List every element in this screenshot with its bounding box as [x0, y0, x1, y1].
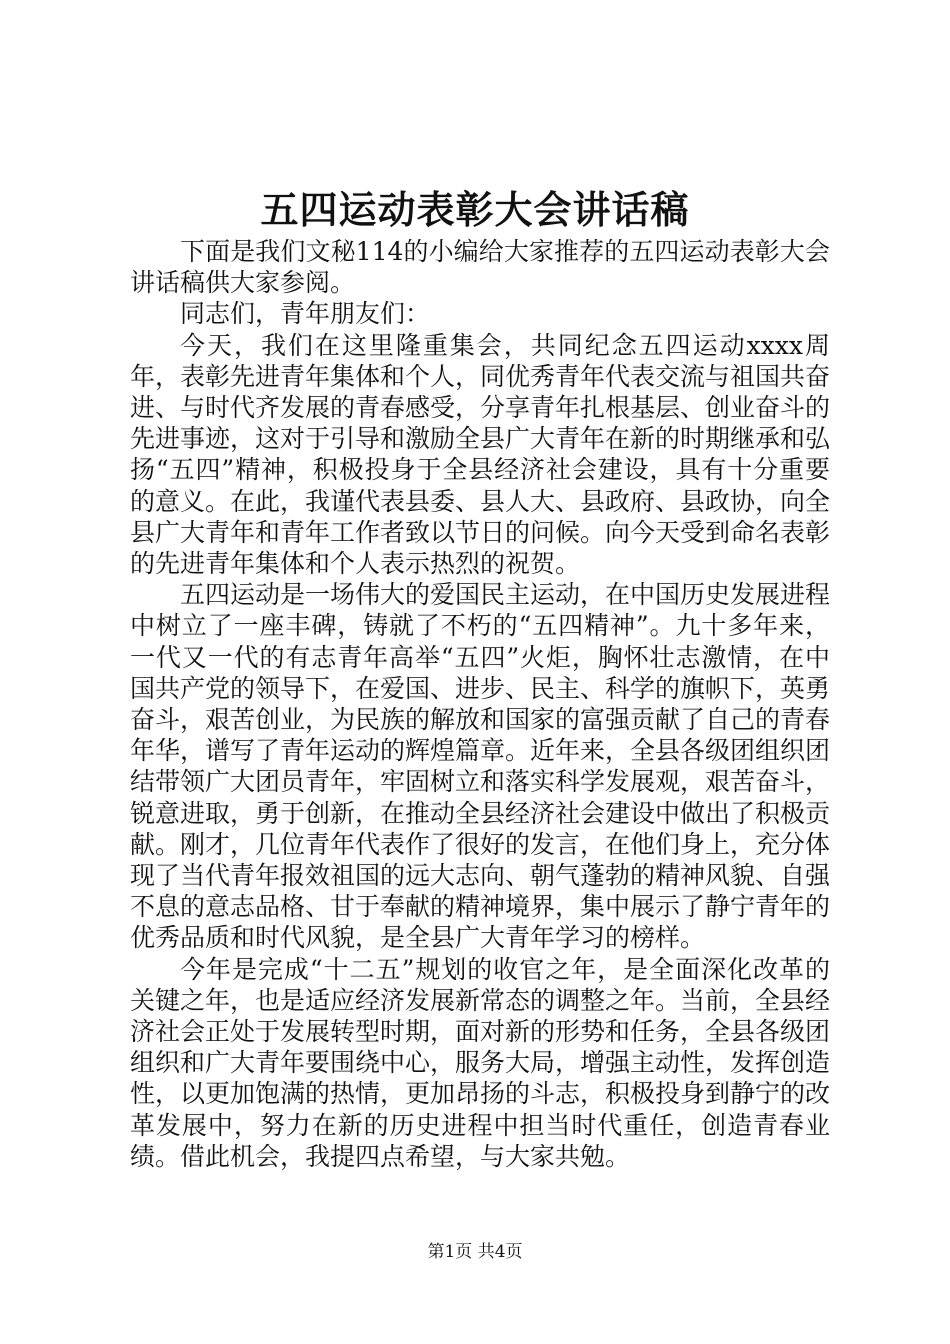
- document-title: 五四运动表彰大会讲话稿: [260, 187, 690, 232]
- document-body: [130, 236, 830, 1172]
- body-paragraph-2: 五四运动是一场伟大的爱国民主运动，在中国历史发展进程中树立了一座丰碑，铸就了不朽的“五四精神”。九十多年来，一代又一代的有志青年高举“五四”火炬，胸怀壮志激情，在中国共产党的领导下，在爱国、进步、民主、科学的旗帜下，英勇奋斗，艰苦创业，为民族的解放和国家的富强贡献了自己的青春年华，谱写了青年运动的辉煌篇章。近年来，全县各级团组织团结带领广大团员青年，牢固树立和落实科学发展观，艰苦奋斗，锐意进取，勇于创新，在推动全县经济社会建设中做出了积极贡献。刚才，几位青年代表作了很好的发言，在他们身上，充分体现了当代青年报效祖国的远大志向、朝气蓬勃的精神风貌、自强不息的意志品格、甘于奉献的精神境界，集中展示了静宁青年的优秀品质和时代风貌，是全县广大青年学习的榜样。: [130, 580, 831, 953]
- page-number-footer: 第1页 共4页: [427, 1242, 523, 1262]
- body-paragraph-1: 今天，我们在这里隆重集会，共同纪念五四运动xxxx周年，表彰先进青年集体和个人，同优秀青年代表交流与祖国共奋进、与时代齐发展的青春感受，分享青年扎根基层、创业奋斗的先进事迹，这对于引导和激励全县广大青年在新的时期继承和弘扬“五四”精神，积极投身于全县经济社会建设，具有十分重要的意义。在此，我谨代表县委、县人大、县政府、县政协，向全县广大青年和青年工作者致以节日的问候。向今天受到命名表彰的先进青年集体和个人表示热烈的祝贺。: [130, 330, 831, 579]
- intro-paragraph: 下面是我们文秘114的小编给大家推荐的五四运动表彰大会讲话稿供大家参阅。: [130, 237, 830, 298]
- body-paragraph-3: 今年是完成“十二五”规划的收官之年，是全面深化改革的关键之年，也是适应经济发展新常态的调整之年。当前，全县经济社会正处于发展转型时期，面对新的形势和任务，全县各级团组织和广大青年要围绕中心，服务大局，增强主动性，发挥创造性，以更加饱满的热情，更加昂扬的斗志，积极投身到静宁的改革发展中，努力在新的历史进程中担当时代重任，创造青春业绩。借此机会，我提四点希望，与大家共勉。: [130, 954, 831, 1171]
- salutation-paragraph: 同志们，青年朋友们：: [180, 299, 431, 329]
